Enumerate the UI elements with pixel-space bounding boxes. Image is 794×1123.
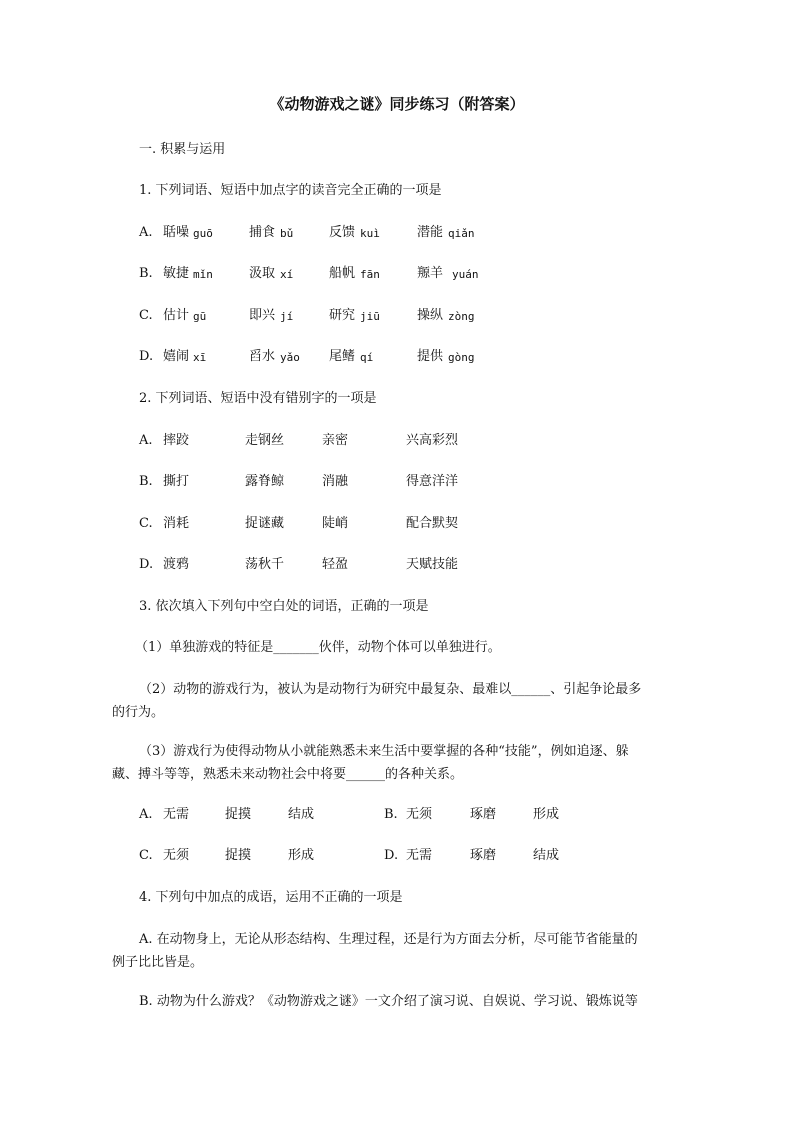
word: 舀水 [249,349,276,364]
option-label: B. [139,474,153,489]
q4-option-b: B. 动物为什么游戏？《动物游戏之谜》一文介绍了演习说、自娱说、学习说、锻炼说等 [139,994,638,1009]
q3-sentence-2-cont: 的行为。 [112,705,165,720]
word: 亲密 [322,433,349,448]
word: 琢磨 [470,848,497,863]
pinyin: yǎo [280,351,300,364]
question-1-stem: 1. 下列词语、短语中加点字的读音完全正确的一项是 [139,183,442,198]
option-label: D. [384,848,399,863]
q4-option-a-cont: 例子比比皆是。 [112,955,204,970]
word: 研究 [329,308,356,323]
pinyin: qí [360,351,374,364]
option-label: B. [139,266,153,281]
word: 兴高彩烈 [406,433,459,448]
pinyin: jí [280,310,294,323]
word: 得意洋洋 [406,474,459,489]
word: 潜能 [417,225,444,240]
section-heading: 一. 积累与运用 [139,142,226,157]
word: 反馈 [329,225,356,240]
word: 无须 [163,848,190,863]
word: 琢磨 [470,807,497,822]
q3-sentence-3: （3）游戏行为使得动物从小就能熟悉未来生活中要掌握的各种“技能”，例如追逐、躲 [139,744,629,759]
option-label: D. [139,349,154,364]
word: 配合默契 [406,516,459,531]
q3-sentence-3-cont: 藏、搏斗等等，熟悉未来动物社会中将要______的各种关系。 [112,767,464,782]
q3-sentence-1: （1）单独游戏的特征是_______伙伴，动物个体可以单独进行。 [135,640,501,655]
option-label: C. [139,308,153,323]
word: 羱羊 [417,266,444,281]
pinyin: kuì [360,227,380,240]
word: 捉摸 [225,807,252,822]
option-label: D. [139,557,154,572]
question-3-stem: 3. 依次填入下列句中空白处的词语，正确的一项是 [139,599,429,614]
pinyin: xí [280,268,294,281]
word: 捉谜藏 [245,516,285,531]
pinyin: gòng [448,351,475,364]
pinyin: fān [360,268,380,281]
option-label: B. [384,807,398,822]
word: 无需 [406,848,433,863]
q4-option-a: A. 在动物身上，无论从形态结构、生理过程，还是行为方面去分析，尽可能节省能量的 [139,932,638,947]
word: 走钢丝 [245,433,285,448]
pinyin: qiǎn [448,227,475,240]
word: 即兴 [249,308,276,323]
word: 尾鳍 [329,349,356,364]
option-label: C. [139,848,153,863]
option-label: A. [139,807,153,822]
word: 荡秋千 [245,557,285,572]
pinyin: bǔ [280,227,294,240]
word: 渡鸦 [163,557,190,572]
pinyin: zòng [448,310,475,323]
word: 无须 [406,807,433,822]
word: 陡峭 [322,516,349,531]
word: 嬉闹 [163,349,190,364]
word: 提供 [417,349,444,364]
word: 船帆 [329,266,356,281]
option-label: A. [139,225,153,240]
word: 捕食 [249,225,276,240]
word: 估计 [163,308,190,323]
word: 天赋技能 [406,557,459,572]
page-title: 《动物游戏之谜》同步练习（附答案） [269,95,525,113]
word: 消耗 [163,516,190,531]
option-label: A. [139,433,153,448]
pinyin: yuán [452,268,479,281]
word: 消融 [322,474,349,489]
word: 形成 [533,807,560,822]
word: 无需 [163,807,190,822]
pinyin: xī [193,351,207,364]
question-2-stem: 2. 下列词语、短语中没有错别字的一项是 [139,391,377,406]
pinyin: jiū [360,310,380,323]
option-label: C. [139,516,153,531]
word: 结成 [288,807,315,822]
pinyin: guō [193,227,213,240]
word: 撕打 [163,474,190,489]
word: 操纵 [417,308,444,323]
word: 汲取 [249,266,276,281]
pinyin: gū [193,310,207,323]
word: 敏捷 [163,266,190,281]
word: 露脊鲸 [245,474,285,489]
word: 轻盈 [322,557,349,572]
q3-sentence-2: （2）动物的游戏行为，被认为是动物行为研究中最复杂、最难以______、引起争论最多 [139,682,642,697]
word: 捉摸 [225,848,252,863]
question-4-stem: 4. 下列句中加点的成语，运用不正确的一项是 [139,890,403,905]
word: 聒噪 [163,225,190,240]
pinyin: mǐn [193,268,213,281]
word: 形成 [288,848,315,863]
word: 结成 [533,848,560,863]
word: 摔跤 [163,433,190,448]
